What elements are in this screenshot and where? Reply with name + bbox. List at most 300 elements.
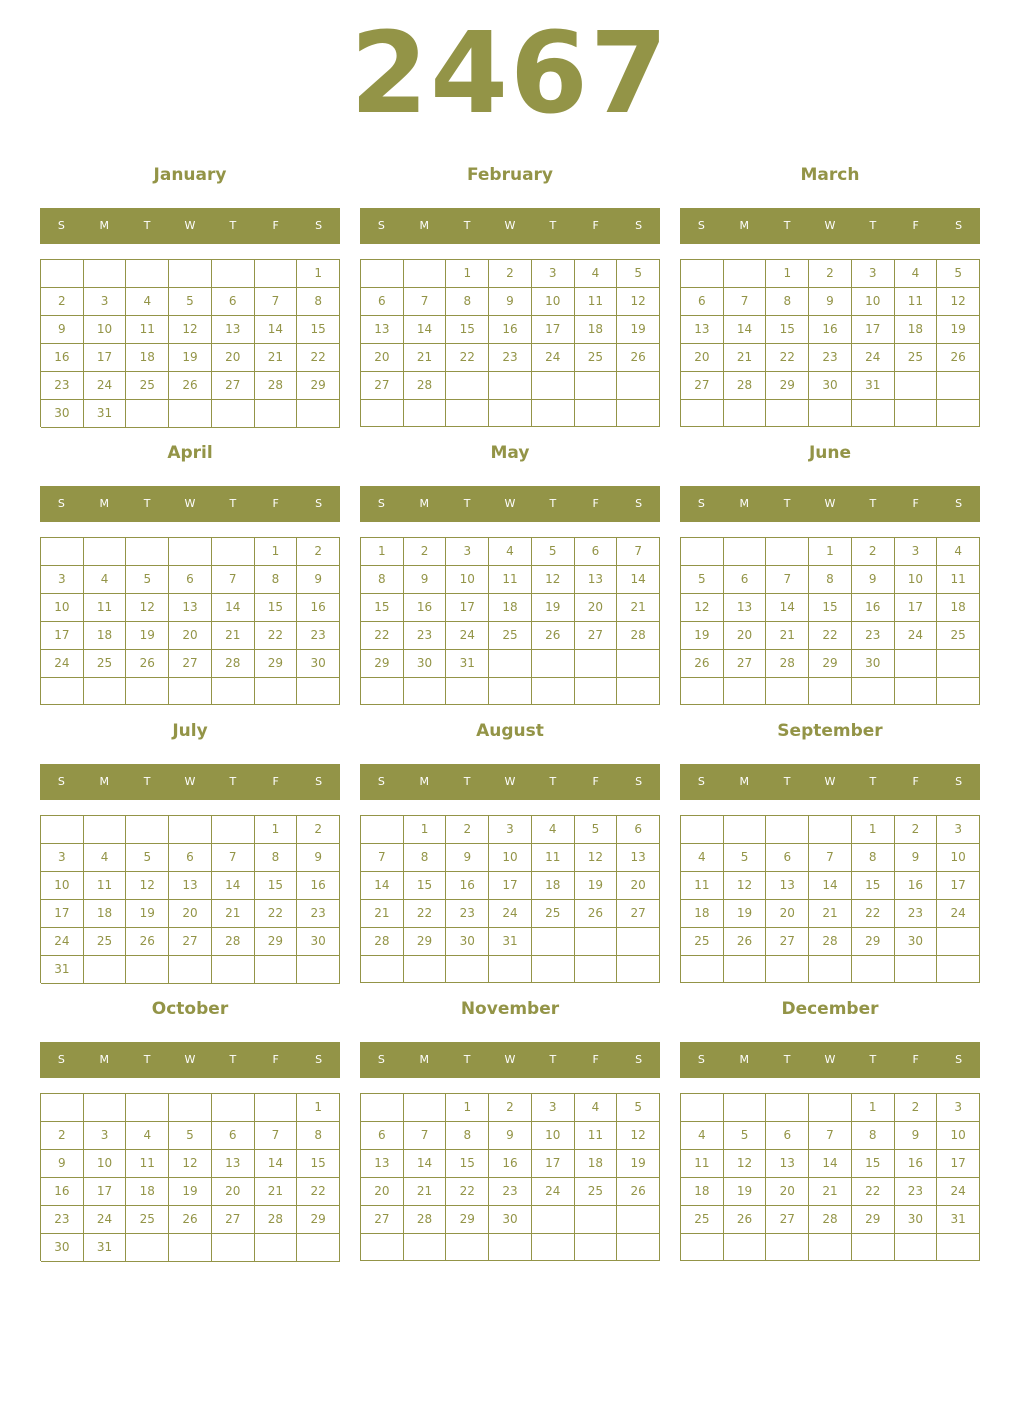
day-cell: 19 (169, 344, 212, 372)
weekday-label: W (824, 1053, 836, 1066)
day-cell: 14 (212, 594, 255, 622)
day-cell: 26 (617, 1178, 660, 1206)
day-cell: 18 (84, 622, 127, 650)
day-cell: 30 (489, 1206, 532, 1234)
day-cell: 12 (724, 1150, 767, 1178)
empty-cell (84, 260, 127, 288)
empty-cell (361, 400, 404, 427)
day-cell: 24 (895, 622, 938, 650)
day-cell: 15 (404, 872, 447, 900)
weekday-label: S (955, 219, 963, 232)
day-cell: 7 (809, 844, 852, 872)
day-cell: 1 (297, 260, 340, 288)
weekday-label: F (912, 1053, 919, 1066)
day-cell: 28 (255, 372, 298, 400)
empty-cell (489, 372, 532, 400)
empty-cell (255, 1234, 298, 1262)
day-cell: 27 (212, 372, 255, 400)
day-cell: 10 (895, 566, 938, 594)
empty-cell (681, 956, 724, 983)
weekday-label: T (549, 1053, 557, 1066)
day-cell: 23 (809, 344, 852, 372)
day-cell: 19 (532, 594, 575, 622)
day-cell: 28 (724, 372, 767, 400)
day-cell: 4 (575, 260, 618, 288)
weekday-label: T (143, 1053, 151, 1066)
day-cell: 3 (446, 538, 489, 566)
empty-cell (617, 1206, 660, 1234)
day-cell: 16 (809, 316, 852, 344)
day-cell: 26 (617, 344, 660, 372)
day-cell: 15 (297, 316, 340, 344)
day-cell: 4 (126, 1122, 169, 1150)
day-cell: 1 (297, 1094, 340, 1122)
empty-cell (852, 1234, 895, 1261)
day-cell: 2 (895, 1094, 938, 1122)
empty-cell (532, 956, 575, 983)
empty-cell (681, 538, 724, 566)
weekday-label: W (504, 497, 516, 510)
weekday-label: S (377, 219, 385, 232)
day-cell: 26 (681, 650, 724, 678)
day-cell: 6 (766, 1122, 809, 1150)
weekday-label: S (635, 775, 643, 788)
day-cell: 6 (212, 1122, 255, 1150)
day-cell: 8 (297, 288, 340, 316)
weekday-label: S (315, 219, 323, 232)
weekday-label: M (739, 775, 750, 788)
weekday-label: S (57, 775, 65, 788)
day-cell: 5 (724, 1122, 767, 1150)
day-cell: 9 (297, 844, 340, 872)
day-cell: 8 (446, 288, 489, 316)
day-cell: 1 (446, 260, 489, 288)
empty-cell (575, 678, 618, 705)
empty-cell (404, 400, 447, 427)
weekday-label: F (592, 1053, 599, 1066)
empty-cell (212, 1234, 255, 1262)
day-cell: 31 (852, 372, 895, 400)
weekday-label: S (635, 219, 643, 232)
weekday-label: M (99, 1053, 110, 1066)
day-cell: 21 (724, 344, 767, 372)
weekday-label: M (739, 1053, 750, 1066)
day-cell: 8 (852, 1122, 895, 1150)
day-cell: 25 (84, 650, 127, 678)
day-cell: 18 (489, 594, 532, 622)
day-cell: 13 (575, 566, 618, 594)
empty-cell (212, 1094, 255, 1122)
day-cell: 29 (297, 372, 340, 400)
empty-cell (84, 816, 127, 844)
day-cell: 28 (766, 650, 809, 678)
day-cell: 22 (446, 344, 489, 372)
day-cell: 23 (404, 622, 447, 650)
day-cell: 22 (446, 1178, 489, 1206)
day-cell: 30 (895, 928, 938, 956)
day-cell: 18 (681, 1178, 724, 1206)
weekday-label: M (99, 219, 110, 232)
day-cell: 17 (41, 622, 84, 650)
day-cell: 12 (617, 288, 660, 316)
day-cell: 1 (766, 260, 809, 288)
empty-cell (724, 1234, 767, 1261)
day-grid (40, 537, 340, 705)
weekday-label: S (955, 497, 963, 510)
day-cell: 22 (852, 900, 895, 928)
day-cell: 14 (361, 872, 404, 900)
day-cell: 6 (361, 1122, 404, 1150)
day-cell: 24 (937, 1178, 980, 1206)
empty-cell (41, 538, 84, 566)
day-cell: 20 (766, 900, 809, 928)
month-title: November (460, 999, 560, 1019)
day-cell: 1 (852, 1094, 895, 1122)
day-cell: 15 (255, 594, 298, 622)
day-cell: 8 (404, 844, 447, 872)
empty-cell (212, 538, 255, 566)
day-cell: 16 (404, 594, 447, 622)
day-cell: 13 (361, 1150, 404, 1178)
empty-cell (361, 956, 404, 983)
empty-cell (489, 1234, 532, 1261)
day-cell: 20 (212, 1178, 255, 1206)
empty-cell (575, 372, 618, 400)
day-cell: 28 (809, 1206, 852, 1234)
day-grid (360, 537, 660, 705)
weekday-label: T (143, 497, 151, 510)
empty-cell (41, 816, 84, 844)
empty-cell (937, 1234, 980, 1261)
day-cell: 9 (489, 288, 532, 316)
day-cell: 25 (489, 622, 532, 650)
day-cell: 9 (895, 844, 938, 872)
empty-cell (681, 400, 724, 427)
day-cell: 29 (361, 650, 404, 678)
day-cell: 23 (41, 372, 84, 400)
weekday-header (680, 1042, 980, 1078)
day-cell: 27 (212, 1206, 255, 1234)
empty-cell (617, 678, 660, 705)
empty-cell (212, 816, 255, 844)
day-cell: 27 (169, 650, 212, 678)
day-cell: 3 (84, 288, 127, 316)
empty-cell (297, 1234, 340, 1262)
empty-cell (617, 928, 660, 956)
weekday-header (40, 764, 340, 800)
day-cell: 19 (724, 1178, 767, 1206)
day-cell: 1 (446, 1094, 489, 1122)
weekday-label: W (504, 1053, 516, 1066)
day-cell: 24 (84, 372, 127, 400)
day-cell: 30 (809, 372, 852, 400)
weekday-label: M (419, 497, 430, 510)
day-cell: 19 (126, 622, 169, 650)
day-cell: 12 (575, 844, 618, 872)
day-cell: 11 (532, 844, 575, 872)
day-cell: 8 (361, 566, 404, 594)
day-cell: 10 (84, 316, 127, 344)
day-cell: 2 (809, 260, 852, 288)
day-cell: 23 (489, 344, 532, 372)
day-cell: 5 (126, 844, 169, 872)
day-cell: 2 (41, 288, 84, 316)
day-cell: 25 (532, 900, 575, 928)
empty-cell (84, 538, 127, 566)
weekday-label: S (955, 1053, 963, 1066)
day-cell: 13 (681, 316, 724, 344)
day-cell: 1 (852, 816, 895, 844)
day-cell: 6 (766, 844, 809, 872)
day-cell: 5 (681, 566, 724, 594)
day-cell: 14 (766, 594, 809, 622)
empty-cell (489, 956, 532, 983)
month-title: June (808, 443, 852, 463)
empty-cell (724, 816, 767, 844)
day-cell: 7 (212, 844, 255, 872)
day-cell: 25 (126, 1206, 169, 1234)
day-cell: 10 (937, 844, 980, 872)
day-cell: 31 (489, 928, 532, 956)
day-cell: 31 (446, 650, 489, 678)
empty-cell (446, 1234, 489, 1261)
empty-cell (169, 260, 212, 288)
day-cell: 8 (446, 1122, 489, 1150)
day-cell: 21 (255, 344, 298, 372)
empty-cell (361, 816, 404, 844)
day-cell: 5 (169, 1122, 212, 1150)
day-cell: 12 (937, 288, 980, 316)
empty-cell (895, 1234, 938, 1261)
day-cell: 18 (126, 1178, 169, 1206)
empty-cell (809, 400, 852, 427)
empty-cell (404, 1234, 447, 1261)
empty-cell (361, 260, 404, 288)
weekday-label: M (739, 219, 750, 232)
day-cell: 24 (852, 344, 895, 372)
day-cell: 12 (126, 872, 169, 900)
empty-cell (361, 1234, 404, 1261)
day-cell: 9 (489, 1122, 532, 1150)
empty-cell (766, 400, 809, 427)
empty-cell (575, 928, 618, 956)
day-grid (680, 537, 980, 705)
day-cell: 5 (575, 816, 618, 844)
day-cell: 1 (255, 538, 298, 566)
day-cell: 13 (766, 1150, 809, 1178)
weekday-label: S (57, 497, 65, 510)
day-cell: 6 (169, 844, 212, 872)
empty-cell (809, 956, 852, 983)
empty-cell (766, 538, 809, 566)
day-cell: 3 (852, 260, 895, 288)
empty-cell (575, 650, 618, 678)
day-cell: 21 (361, 900, 404, 928)
empty-cell (532, 1234, 575, 1261)
day-cell: 29 (809, 650, 852, 678)
weekday-label: F (592, 219, 599, 232)
day-cell: 16 (297, 594, 340, 622)
day-cell: 3 (84, 1122, 127, 1150)
day-cell: 21 (809, 1178, 852, 1206)
day-cell: 9 (809, 288, 852, 316)
weekday-header (360, 1042, 660, 1078)
day-cell: 29 (852, 1206, 895, 1234)
empty-cell (169, 1234, 212, 1262)
day-cell: 23 (895, 1178, 938, 1206)
day-cell: 14 (809, 1150, 852, 1178)
day-cell: 14 (212, 872, 255, 900)
day-cell: 14 (404, 316, 447, 344)
day-cell: 2 (489, 1094, 532, 1122)
day-cell: 3 (41, 844, 84, 872)
empty-cell (361, 1094, 404, 1122)
month-title: April (167, 443, 213, 463)
weekday-header (680, 208, 980, 244)
day-cell: 3 (41, 566, 84, 594)
day-cell: 6 (681, 288, 724, 316)
day-cell: 21 (212, 622, 255, 650)
empty-cell (169, 400, 212, 428)
empty-cell (255, 1094, 298, 1122)
month-title: December (781, 999, 879, 1019)
year-title: 2467 (350, 9, 670, 139)
month-title: February (466, 165, 554, 185)
day-cell: 9 (895, 1122, 938, 1150)
day-cell: 28 (809, 928, 852, 956)
day-cell: 31 (84, 400, 127, 428)
weekday-label: T (463, 219, 471, 232)
empty-cell (852, 956, 895, 983)
empty-cell (126, 538, 169, 566)
day-cell: 22 (255, 622, 298, 650)
empty-cell (937, 650, 980, 678)
day-cell: 21 (255, 1178, 298, 1206)
day-cell: 5 (937, 260, 980, 288)
empty-cell (212, 260, 255, 288)
day-cell: 18 (575, 316, 618, 344)
day-cell: 25 (895, 344, 938, 372)
day-cell: 29 (255, 928, 298, 956)
day-cell: 26 (126, 928, 169, 956)
day-cell: 1 (809, 538, 852, 566)
weekday-label: T (549, 219, 557, 232)
day-cell: 9 (446, 844, 489, 872)
day-cell: 13 (766, 872, 809, 900)
day-cell: 21 (404, 344, 447, 372)
weekday-label: S (315, 497, 323, 510)
empty-cell (404, 1094, 447, 1122)
empty-cell (404, 678, 447, 705)
empty-cell (169, 816, 212, 844)
day-cell: 24 (532, 344, 575, 372)
empty-cell (532, 678, 575, 705)
day-cell: 29 (404, 928, 447, 956)
weekday-label: T (783, 219, 791, 232)
day-cell: 24 (41, 650, 84, 678)
day-cell: 16 (446, 872, 489, 900)
weekday-header (360, 486, 660, 522)
day-cell: 17 (84, 344, 127, 372)
empty-cell (724, 260, 767, 288)
empty-cell (809, 1234, 852, 1261)
empty-cell (895, 372, 938, 400)
day-cell: 23 (489, 1178, 532, 1206)
day-cell: 10 (446, 566, 489, 594)
day-cell: 16 (489, 1150, 532, 1178)
day-cell: 5 (169, 288, 212, 316)
day-cell: 20 (361, 344, 404, 372)
weekday-label: T (229, 775, 237, 788)
empty-cell (41, 1094, 84, 1122)
day-cell: 19 (617, 1150, 660, 1178)
day-cell: 18 (126, 344, 169, 372)
day-cell: 27 (169, 928, 212, 956)
weekday-label: M (419, 1053, 430, 1066)
empty-cell (895, 956, 938, 983)
day-cell: 23 (297, 622, 340, 650)
day-cell: 7 (617, 538, 660, 566)
empty-cell (489, 650, 532, 678)
month-title: October (151, 999, 229, 1019)
day-cell: 22 (361, 622, 404, 650)
day-cell: 2 (895, 816, 938, 844)
day-cell: 11 (575, 288, 618, 316)
day-cell: 16 (41, 1178, 84, 1206)
day-cell: 15 (852, 1150, 895, 1178)
weekday-header (360, 764, 660, 800)
empty-cell (532, 372, 575, 400)
empty-cell (724, 956, 767, 983)
day-cell: 19 (169, 1178, 212, 1206)
empty-cell (575, 1234, 618, 1261)
day-cell: 22 (297, 344, 340, 372)
day-grid (40, 259, 340, 427)
empty-cell (169, 538, 212, 566)
empty-cell (617, 1234, 660, 1261)
day-cell: 14 (617, 566, 660, 594)
day-cell: 17 (937, 872, 980, 900)
empty-cell (126, 816, 169, 844)
day-cell: 30 (404, 650, 447, 678)
empty-cell (852, 678, 895, 705)
weekday-label: T (549, 775, 557, 788)
day-cell: 23 (297, 900, 340, 928)
day-cell: 24 (84, 1206, 127, 1234)
weekday-label: F (272, 497, 279, 510)
day-cell: 29 (766, 372, 809, 400)
day-cell: 28 (255, 1206, 298, 1234)
empty-cell (766, 956, 809, 983)
weekday-label: M (419, 219, 430, 232)
day-cell: 25 (126, 372, 169, 400)
empty-cell (532, 400, 575, 427)
day-cell: 4 (575, 1094, 618, 1122)
day-cell: 11 (489, 566, 532, 594)
day-cell: 10 (852, 288, 895, 316)
day-cell: 10 (532, 288, 575, 316)
empty-cell (404, 260, 447, 288)
month-title: March (800, 165, 860, 185)
day-cell: 3 (532, 260, 575, 288)
day-cell: 20 (575, 594, 618, 622)
day-cell: 8 (297, 1122, 340, 1150)
day-cell: 2 (41, 1122, 84, 1150)
day-cell: 18 (575, 1150, 618, 1178)
empty-cell (724, 400, 767, 427)
day-cell: 5 (724, 844, 767, 872)
weekday-label: T (463, 1053, 471, 1066)
